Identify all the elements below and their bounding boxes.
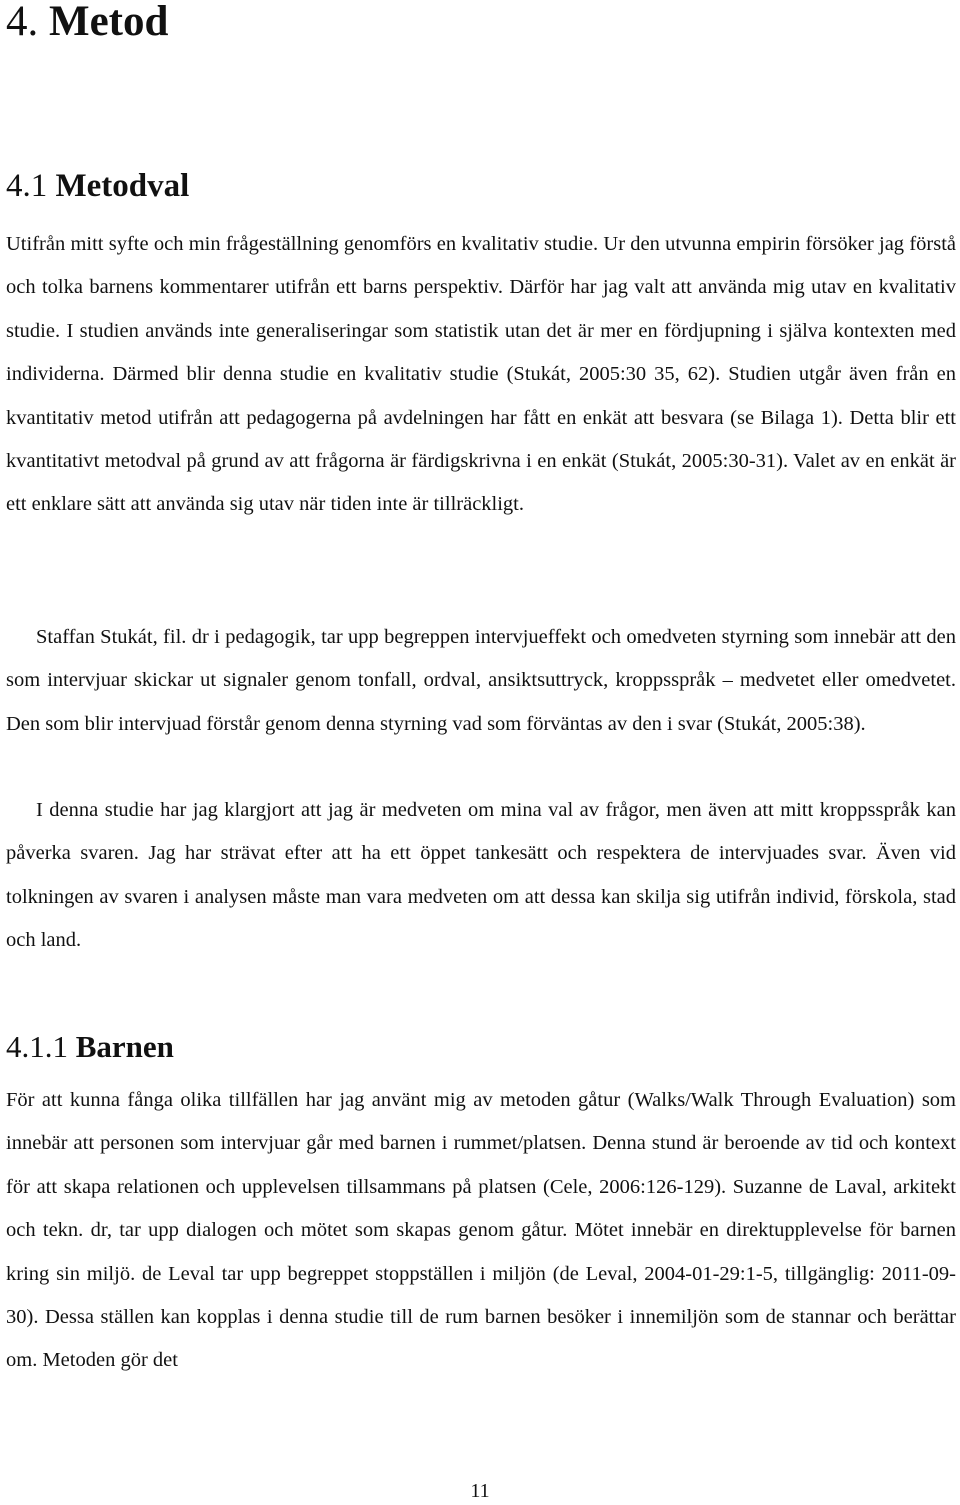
- paragraph-medvetenhet: I denna studie har jag klargjort att jag är medveten om mina val av frågor, men även att mitt kroppsspråk kan påverka svaren. Jag har strävat efter att ha ett öppet tankesätt och respektera de intervjuades svar. Även vid tolkningen av svaren i analysen måste man vara medveten om att dessa kan skilja sig utifrån individ, förskola, stad och land.: [6, 799, 956, 952]
- paragraph-metodval: Utifrån mitt syfte och min frågeställning genomförs en kvalitativ studie. Ur den utvunna empirin försöker jag förstå och tolka barnens kommentarer utifrån ett barns perspektiv. Därför har jag valt att använda mig utav en kvalitativ studie. I studien används inte generaliseringar som statistik utan det är mer en fördjupning i själva kontexten med individerna. Därmed blir denna studie en kvalitativ studie (Stukát, 2005:30 35, 62). Studien utgår även från en kvantitativ metod utifrån att pedagogerna på avdelningen har fått en enkät att besvara (se Bilaga 1). Detta blir ett kvantitativt metodval på grund av att frågorna är färdigskrivna i en enkät (Stukát, 2005:30-31). Valet av en enkät är ett enklare sätt att använda sig utav när tiden inte är tillräckligt.: [6, 233, 956, 516]
- chapter-number: 4.: [6, 0, 39, 45]
- section-title: Metodval: [55, 168, 190, 204]
- chapter-heading: [6, 0, 168, 50]
- paragraph-gatur: För att kunna fånga olika tillfällen har jag använt mig av metoden gåtur (Walks/Walk Through Evaluation) som innebär att personen som intervjuar går med barnen i rummet/platsen. Denna stund är beroende av tid och kontext för att skapa relationen och upplevelsen tillsammans på platsen (Cele, 2006:126-129). Suzanne de Laval, arkitekt och tekn. dr, tar upp dialogen och mötet som skapas genom gåtur. Mötet innebär en direktupplevelse för barnen kring sin miljö. de Leval tar upp begreppet stoppställen i miljön (de Leval, 2004-01-29:1-5, tillgänglig: 2011-09-30). Dessa ställen kan kopplas i denna studie till de rum barnen besöker i innemiljön som de stannar och berättar om. Metoden gör det: [6, 1089, 956, 1372]
- chapter-title: Metod: [49, 0, 169, 45]
- section-number: 4.1: [6, 168, 48, 204]
- subsection-heading: [6, 1025, 174, 1069]
- subsection-title: Barnen: [75, 1029, 174, 1064]
- section-heading: [6, 164, 189, 208]
- page-number: 11: [470, 1480, 490, 1502]
- subsection-number: 4.1.1: [6, 1029, 68, 1064]
- paragraph-intervjueffekt: Staffan Stukát, fil. dr i pedagogik, tar upp begreppen intervjueffekt och omedveten styrning som innebär att den som intervjuar skickar ut signaler genom tonfall, ordval, ansiktsuttryck, kroppsspråk – medvetet eller omedvetet. Den som blir intervjuad förstår genom denna styrning vad som förväntas av den i svar (Stukát, 2005:38).: [6, 626, 956, 735]
